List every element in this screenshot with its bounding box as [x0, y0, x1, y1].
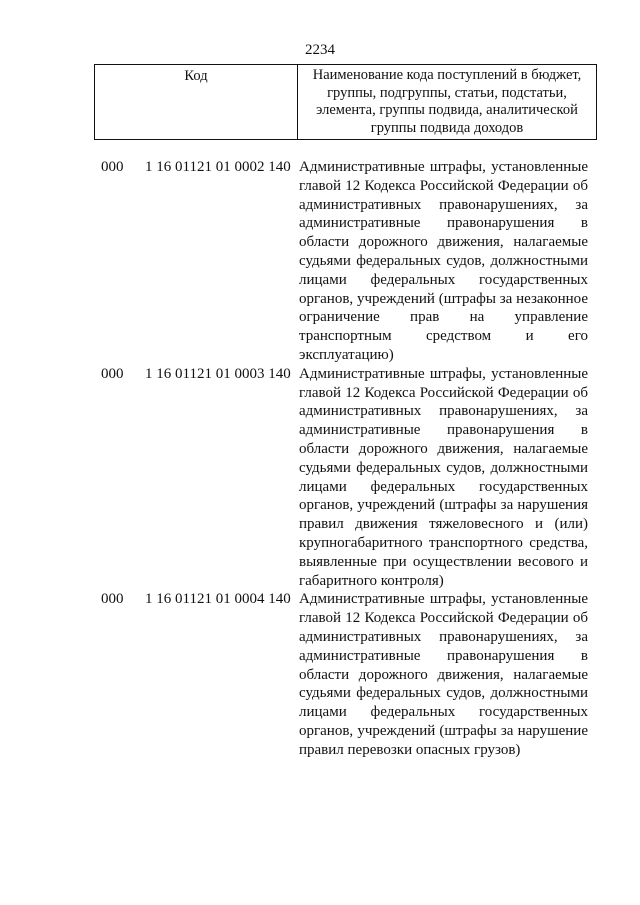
admin-code: 000 — [101, 365, 124, 382]
revenue-description: Административные штрафы, установленные главой 12 Кодекса Российской Федерации об административных правонарушениях, за административные правонарушения в области дорожного движения, налагаемые судьями федеральных судов, должностными лицами федеральных государственных органов, учреждений (штрафы за незаконное ограничение прав на управление транспортным средством и его эксплуатацию) — [299, 159, 588, 363]
revenue-code: 1 16 01121 01 0002 140 — [145, 159, 291, 175]
revenue-code: 1 16 01121 01 0004 140 — [145, 591, 291, 608]
revenue-code: 1 16 01121 01 0003 140 — [145, 365, 291, 382]
admin-code: 000 — [101, 159, 124, 175]
column-header-name: Наименование кода поступлений в бюджет, группы, подгруппы, статьи, подстатьи, элемента, группы подвида, аналитической группы подвида доходов — [312, 67, 582, 136]
table-row — [0, 365, 640, 591]
revenue-description: Административные штрафы, установленные главой 12 Кодекса Российской Федерации об административных правонарушениях, за административные правонарушения в области дорожного движения, налагаемые судьями федеральных судов, должностными лицами федеральных государственных органов, учреждений (штрафы за нарушения правил движения тяжеловесного и (или) крупногабаритного транспортного средства, выявленные при осуществлении весового и габаритного контроля) — [299, 365, 588, 589]
table-row — [0, 158, 640, 365]
page-number: 2234 — [305, 42, 335, 58]
table-header — [94, 64, 597, 140]
table-row — [0, 590, 640, 759]
column-header-code: Код — [95, 65, 298, 139]
table-body — [0, 158, 640, 760]
revenue-description: Административные штрафы, установленные главой 12 Кодекса Российской Федерации об административных правонарушениях, за административные правонарушения в области дорожного движения, налагаемые судьями федеральных судов, должностными лицами федеральных государственных органов, учреждений (штрафы за нарушение правил перевозки опасных грузов) — [299, 591, 588, 758]
admin-code: 000 — [101, 591, 124, 608]
